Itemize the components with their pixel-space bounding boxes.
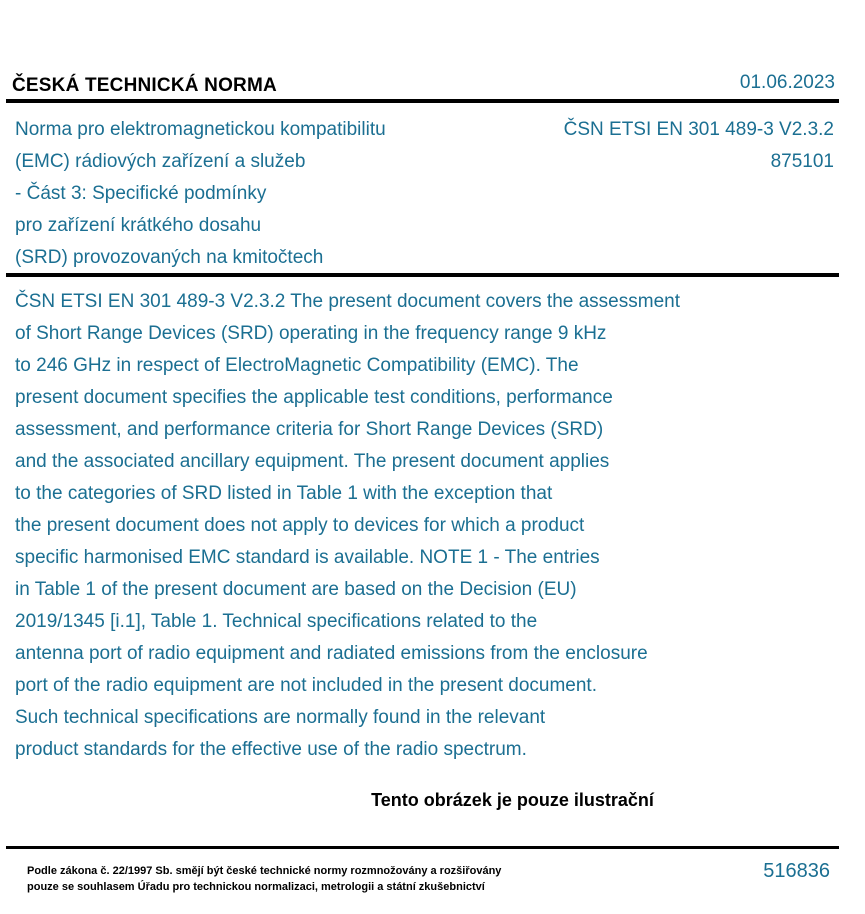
document-number: 516836 [763,860,830,882]
abstract-line: to the categories of SRD listed in Table 1 with the exception that [15,483,553,504]
standard-title-line: Norma pro elektromagnetickou kompatibilitu [15,119,386,140]
abstract-line: assessment, and performance criteria for Short Range Devices (SRD) [15,419,604,440]
standard-title-line: - Část 3: Specifické podmínky [15,183,267,204]
standard-designation: ČSN ETSI EN 301 489-3 V2.3.2 [563,119,834,140]
header-divider [6,99,839,103]
standard-title [15,114,465,274]
abstract-line: and the associated ancillary equipment. The present document applies [15,451,610,472]
standard-identifiers [564,114,834,178]
abstract-line: to 246 GHz in respect of ElectroMagnetic Compatibility (EMC). The [15,355,579,376]
abstract-line: of Short Range Devices (SRD) operating in the frequency range 9 kHz [15,323,607,344]
title-divider [6,273,839,277]
abstract-line: antenna port of radio equipment and radiated emissions from the enclosure [15,643,648,664]
abstract-line: specific harmonised EMC standard is available. NOTE 1 - The entries [15,547,600,568]
abstract-line: Such technical specifications are normally found in the relevant [15,707,546,728]
abstract-line: product standards for the effective use of the radio spectrum. [15,739,527,760]
illustration-note: Tento obrázek je pouze ilustrační [371,790,654,810]
publication-date: 01.06.2023 [739,72,835,93]
abstract-line: in Table 1 of the present document are based on the Decision (EU) [15,579,577,600]
copyright-notice [27,863,501,895]
standard-title-line: (SRD) provozovaných na kmitočtech [15,247,324,268]
abstract-line: 2019/1345 [i.1], Table 1. Technical specifications related to the [15,611,538,632]
norm-header-title: ČESKÁ TECHNICKÁ NORMA [12,75,277,96]
abstract-line: port of the radio equipment are not included in the present document. [15,675,597,696]
copyright-line: pouze se souhlasem Úřadu pro technickou normalizaci, metrologii a státní zkušebnictví [27,881,485,893]
abstract-line: present document specifies the applicable test conditions, performance [15,387,613,408]
abstract-line: the present document does not apply to devices for which a product [15,515,585,536]
standard-title-line: (EMC) rádiových zařízení a služeb [15,151,306,172]
classification-code: 875101 [770,151,834,172]
abstract-text [15,286,815,766]
copyright-line: Podle zákona č. 22/1997 Sb. smějí být české technické normy rozmnožovány a rozšiřovány [27,865,502,877]
abstract-line: ČSN ETSI EN 301 489-3 V2.3.2 The present document covers the assessment [15,291,680,312]
standard-title-line: pro zařízení krátkého dosahu [15,215,262,236]
footer-divider [6,846,839,849]
